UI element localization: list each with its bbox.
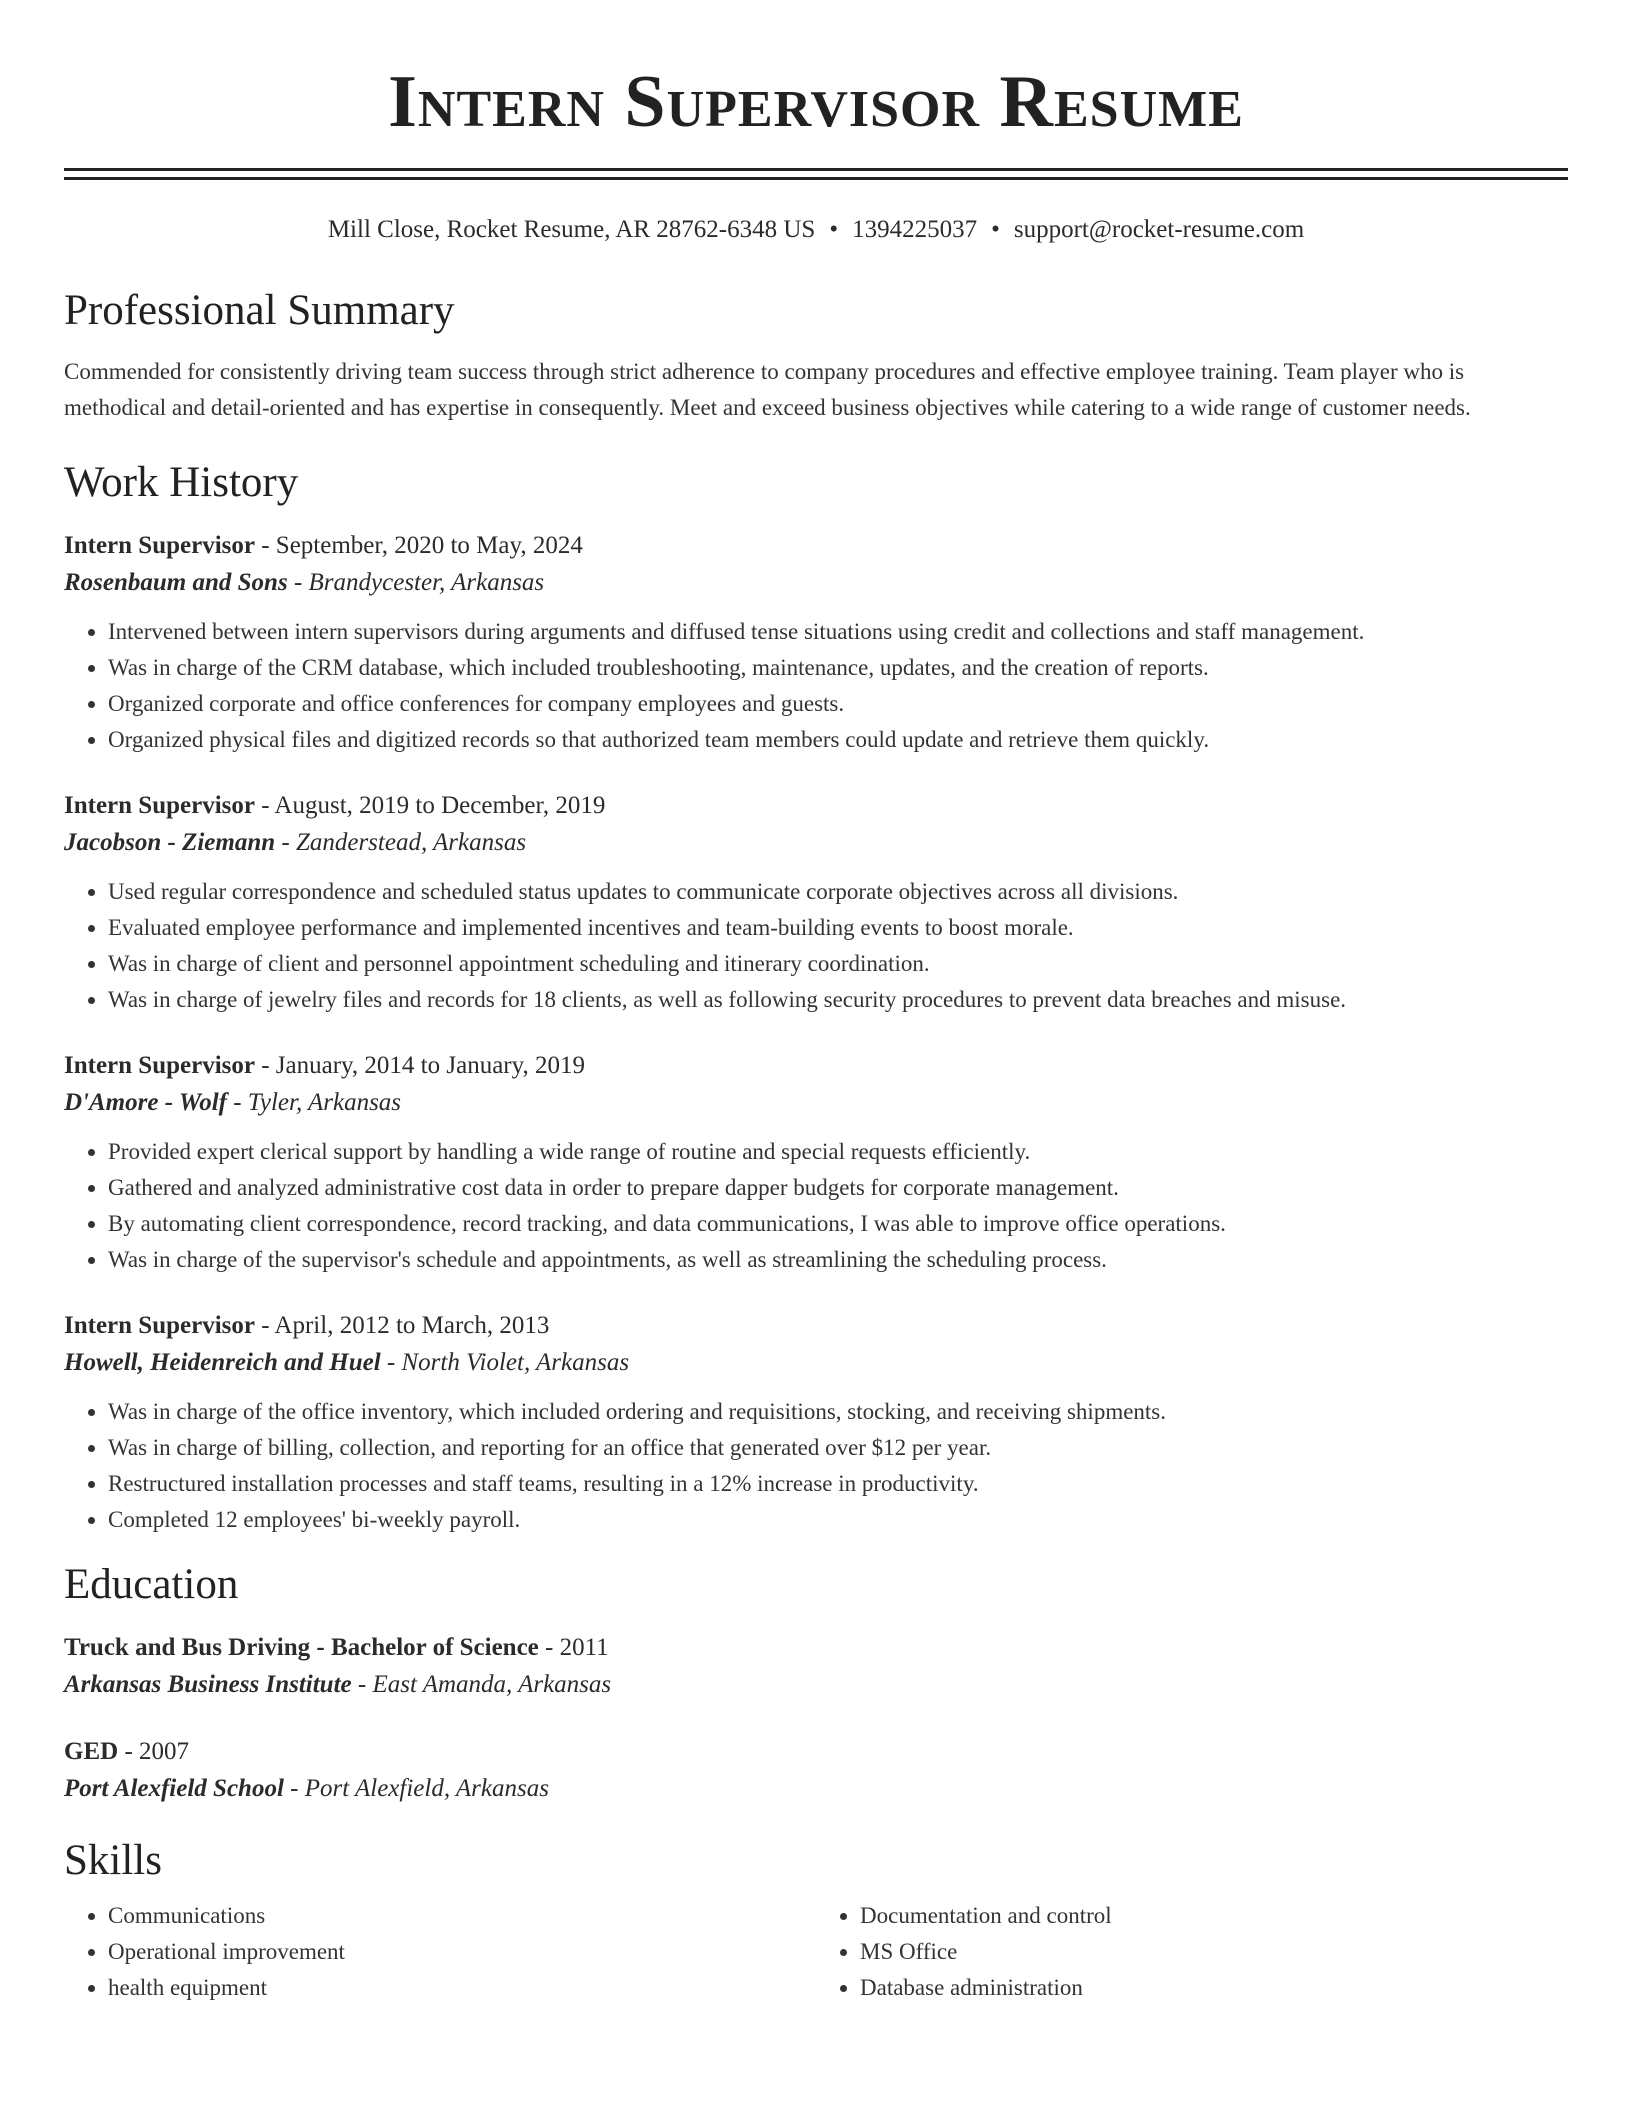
job-title: Intern Supervisor	[64, 532, 255, 559]
job-entry	[64, 1048, 1568, 1278]
education-year: - 2007	[118, 1738, 190, 1765]
skill-item: • health equipment	[108, 1970, 816, 2006]
education-location: - East Amanda, Arkansas	[351, 1671, 612, 1698]
education-degree-line	[64, 1630, 1568, 1666]
job-bullets	[64, 1134, 1568, 1278]
list-item: • Was in charge of the office inventory, which included ordering and requisitions, stocking, and receiving shipments.	[108, 1394, 1568, 1430]
education-location: - Port Alexfield, Arkansas	[283, 1775, 549, 1802]
skills-heading: Skills	[64, 1837, 162, 1884]
list-item: • Was in charge of the CRM database, which included troubleshooting, maintenance, updates, and the creation of reports.	[108, 650, 1568, 686]
contact-line	[64, 214, 1568, 246]
contact-phone: 1394225037	[852, 216, 978, 243]
skill-item: • MS Office	[860, 1934, 1568, 1970]
job-company: Rosenbaum and Sons	[64, 569, 288, 596]
job-dates: - April, 2012 to March, 2013	[254, 1312, 550, 1339]
education-entry	[64, 1734, 1568, 1808]
job-company-line	[64, 824, 1568, 862]
job-title: Intern Supervisor	[64, 1052, 255, 1079]
job-title: Intern Supervisor	[64, 792, 255, 819]
list-item: • Evaluated employee performance and implemented incentives and team-building events to boost morale.	[108, 910, 1568, 946]
job-location: - Zanderstead, Arkansas	[275, 829, 527, 856]
title-divider-bottom	[64, 177, 1568, 180]
job-title-line	[64, 788, 1568, 824]
page-title: Intern Supervisor Resume	[388, 61, 1244, 143]
job-bullets	[64, 614, 1568, 758]
job-company: Jacobson - Ziemann	[64, 829, 276, 856]
skill-item: • Database administration	[860, 1970, 1568, 2006]
job-location: - Tyler, Arkansas	[226, 1089, 402, 1116]
education-school: Arkansas Business Institute	[64, 1671, 352, 1698]
list-item: • Organized physical files and digitized records so that authorized team members could update and retrieve them quickly.	[108, 722, 1568, 758]
education-school-line	[64, 1666, 1568, 1704]
education-heading: Education	[64, 1561, 239, 1608]
skill-item: • Communications	[108, 1898, 816, 1934]
education-degree: Truck and Bus Driving - Bachelor of Science	[64, 1634, 539, 1661]
skills-list	[64, 1898, 1568, 2006]
job-bullets	[64, 874, 1568, 1018]
work-history-heading: Work History	[64, 459, 299, 506]
job-title: Intern Supervisor	[64, 1312, 255, 1339]
job-bullets	[64, 1394, 1568, 1538]
skills-column-left	[64, 1898, 816, 2006]
job-dates: - September, 2020 to May, 2024	[254, 532, 583, 559]
list-item: • Intervened between intern supervisors during arguments and diffused tense situations using credit and collections and staff management.	[108, 614, 1568, 650]
contact-separator: •	[991, 216, 1000, 243]
job-location: - North Violet, Arkansas	[380, 1349, 630, 1376]
list-item: • Provided expert clerical support by handling a wide range of routine and special requests efficiently.	[108, 1134, 1568, 1170]
list-item: • Completed 12 employees' bi-weekly payroll.	[108, 1502, 1568, 1538]
summary-text: Commended for consistently driving team success through strict adherence to company procedures and effective employee training. Team player who is methodical and detail-oriented and has expertise in consequently. Meet and exceed business objectives while catering to a wide range of customer needs.	[64, 359, 1471, 420]
job-company: Howell, Heidenreich and Huel	[64, 1349, 381, 1376]
list-item: • Was in charge of client and personnel appointment scheduling and itinerary coordination.	[108, 946, 1568, 982]
skill-item: • Operational improvement	[108, 1934, 816, 1970]
education-degree: GED	[64, 1738, 119, 1765]
contact-email: support@rocket-resume.com	[1013, 216, 1305, 243]
job-company-line	[64, 564, 1568, 602]
education-degree-line	[64, 1734, 1568, 1770]
job-title-line	[64, 1048, 1568, 1084]
job-company: D'Amore - Wolf	[64, 1089, 227, 1116]
job-entry	[64, 788, 1568, 1018]
list-item: • By automating client correspondence, record tracking, and data communications, I was able to improve office operations.	[108, 1206, 1568, 1242]
job-title-line	[64, 528, 1568, 564]
job-dates: - January, 2014 to January, 2019	[254, 1052, 586, 1079]
list-item: • Used regular correspondence and scheduled status updates to communicate corporate objectives across all divisions.	[108, 874, 1568, 910]
job-title-line	[64, 1308, 1568, 1344]
job-location: - Brandycester, Arkansas	[287, 569, 545, 596]
summary-heading: Professional Summary	[64, 287, 455, 334]
job-entry	[64, 1308, 1568, 1538]
skill-item: • Documentation and control	[860, 1898, 1568, 1934]
list-item: • Was in charge of billing, collection, and reporting for an office that generated over $12 per year.	[108, 1430, 1568, 1466]
education-school: Port Alexfield School	[64, 1775, 284, 1802]
job-dates: - August, 2019 to December, 2019	[254, 792, 606, 819]
job-company-line	[64, 1344, 1568, 1382]
contact-address: Mill Close, Rocket Resume, AR 28762-6348 US	[327, 216, 816, 243]
list-item: • Gathered and analyzed administrative cost data in order to prepare dapper budgets for corporate management.	[108, 1170, 1568, 1206]
education-year: - 2011	[538, 1634, 609, 1661]
list-item: • Restructured installation processes and staff teams, resulting in a 12% increase in productivity.	[108, 1466, 1568, 1502]
contact-separator: •	[829, 216, 839, 243]
skills-column-right	[816, 1898, 1568, 2006]
job-entry	[64, 528, 1568, 758]
list-item: • Organized corporate and office conferences for company employees and guests.	[108, 686, 1568, 722]
list-item: • Was in charge of jewelry files and records for 18 clients, as well as following security procedures to prevent data breaches and misuse.	[108, 982, 1568, 1018]
education-school-line	[64, 1770, 1568, 1808]
job-company-line	[64, 1084, 1568, 1122]
title-divider-top	[64, 168, 1568, 171]
education-entry	[64, 1630, 1568, 1704]
list-item: • Was in charge of the supervisor's schedule and appointments, as well as streamlining the scheduling process.	[108, 1242, 1568, 1278]
